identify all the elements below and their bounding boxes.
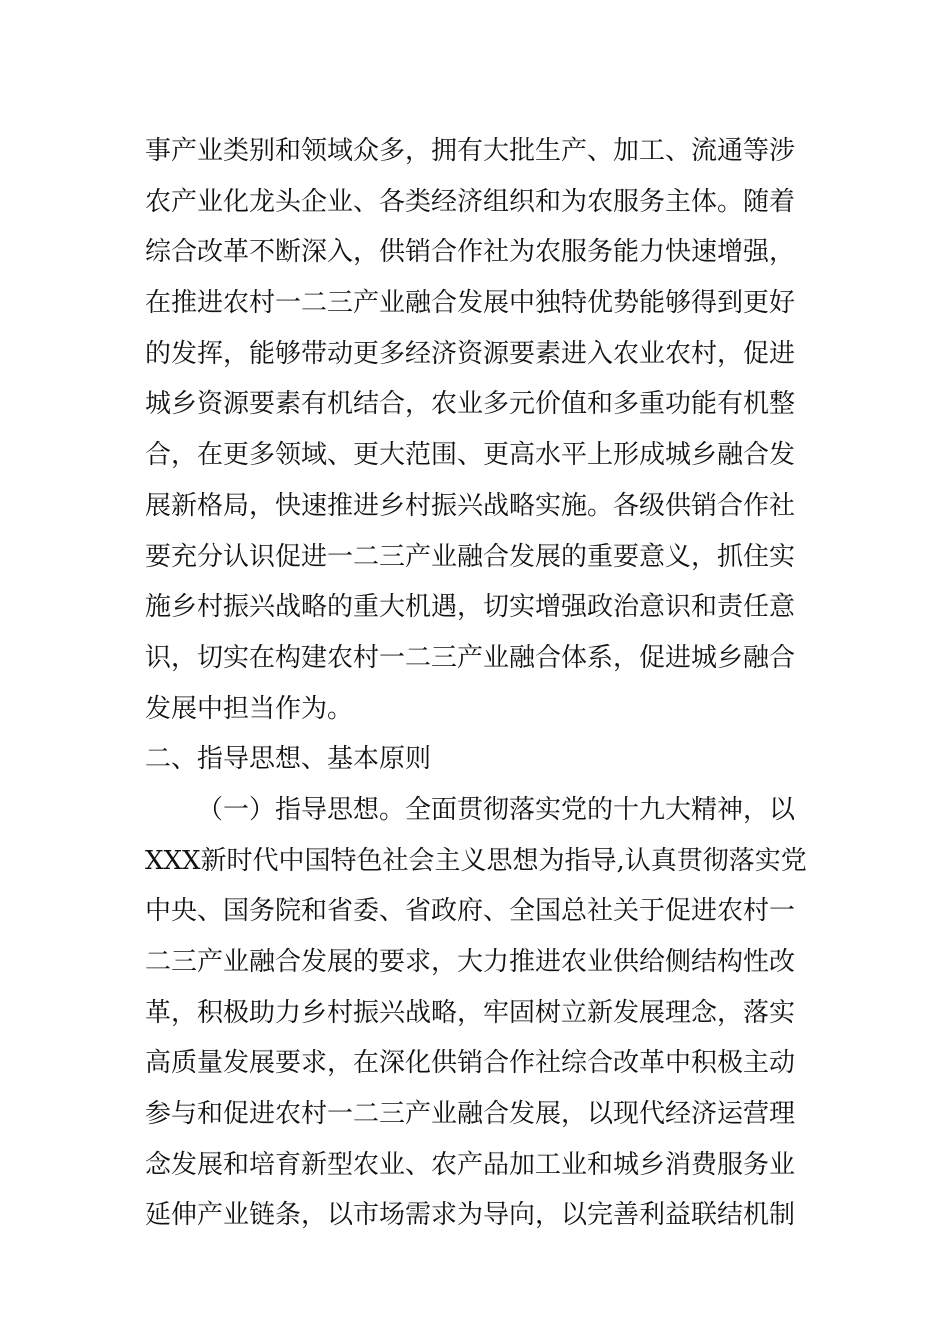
- body-line: 参与和促进农村一二三产业融合发展，以现代经济运营理: [145, 1099, 796, 1130]
- body-line: 延伸产业链条，以市场需求为导向，以完善利益联结机制: [145, 1200, 796, 1231]
- body-line: 二三产业融合发展的要求，大力推进农业供给侧结构性改: [145, 947, 796, 977]
- body-line: 施乡村振兴战略的重大机遇，切实增强政治意识和责任意: [145, 592, 796, 623]
- body-line: 革，积极助力乡村振兴战略，牢固树立新发展理念，落实: [145, 997, 796, 1028]
- body-line: 高质量发展要求，在深化供销合作社综合改革中积极主动: [145, 1048, 796, 1079]
- section-heading: 二、指导思想、基本原则: [145, 744, 432, 775]
- body-line: 农产业化龙头企业、各类经济组织和为农服务主体。随着: [145, 186, 796, 217]
- body-line: 要充分认识促进一二三产业融合发展的重要意义，抓住实: [145, 541, 796, 572]
- body-line: 中央、国务院和省委、省政府、全国总社关于促进农村一: [145, 896, 796, 927]
- body-line: 合，在更多领域、更大范围、更高水平上形成城乡融合发: [145, 440, 796, 471]
- body-line: 在推进农村一二三产业融合发展中独特优势能够得到更好: [145, 288, 796, 319]
- body-line: 发展中担当作为。: [145, 693, 354, 724]
- body-line: XXX新时代中国特色社会主义思想为指导,认真贯彻落实党: [145, 845, 807, 876]
- body-line: 展新格局，快速推进乡村振兴战略实施。各级供销合作社: [145, 490, 796, 521]
- subsection-first-line: （一）指导思想。全面贯彻落实党的十九大精神，以: [197, 794, 796, 825]
- body-line: 识，切实在构建农村一二三产业融合体系，促进城乡融合: [145, 642, 796, 673]
- body-line: 综合改革不断深入，供销合作社为农服务能力快速增强，: [145, 237, 796, 268]
- body-line: 念发展和培育新型农业、农产品加工业和城乡消费服务业: [145, 1149, 796, 1180]
- body-line: 城乡资源要素有机结合，农业多元价值和多重功能有机整: [145, 389, 796, 420]
- body-line: 事产业类别和领域众多，拥有大批生产、加工、流通等涉: [145, 136, 796, 166]
- body-line: 的发挥，能够带动更多经济资源要素进入农业农村，促进: [145, 338, 796, 369]
- document-body: [145, 126, 815, 1241]
